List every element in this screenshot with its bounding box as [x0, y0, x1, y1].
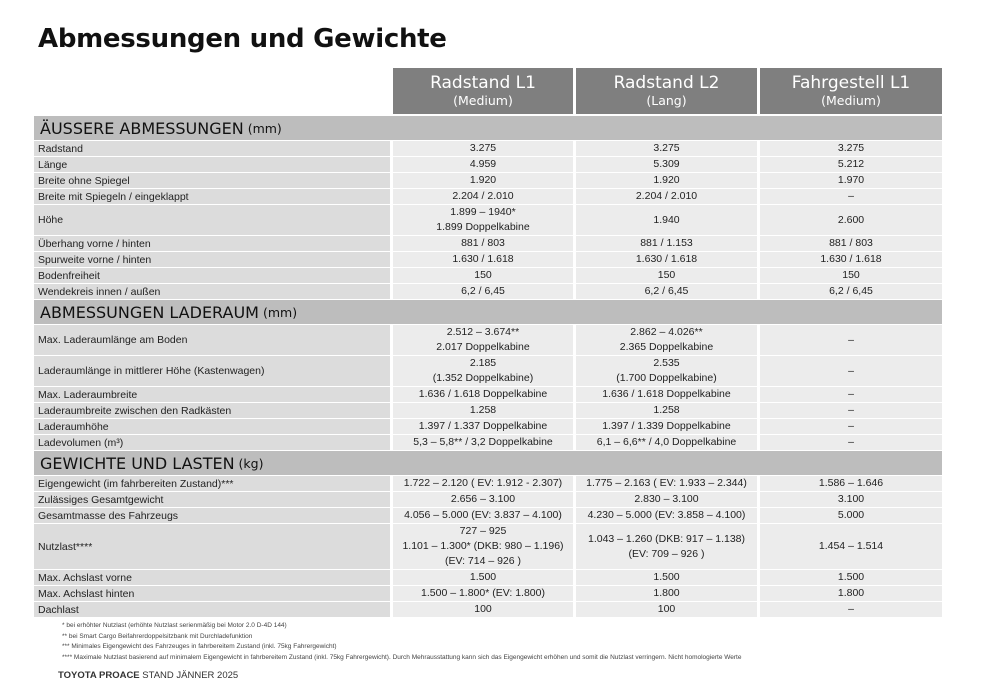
- value-cell: 5,3 – 5,8** / 3,2 Doppelkabine: [393, 435, 573, 450]
- value-cell: –: [760, 356, 942, 386]
- row-label: Breite ohne Spiegel: [34, 173, 390, 188]
- value-cell: –: [760, 602, 942, 617]
- value-cell: 1.636 / 1.618 Doppelkabine: [393, 387, 573, 402]
- value-cell: 1.970: [760, 173, 942, 188]
- value-cell: 881 / 1.153: [576, 236, 757, 251]
- value-line: 2.365 Doppelkabine: [619, 341, 714, 353]
- value-cell: 2.204 / 2.010: [576, 189, 757, 204]
- row-label: Laderaumlänge in mittlerer Höhe (Kastenwagen): [34, 356, 390, 386]
- value-cell: 1.500: [576, 570, 757, 585]
- section-title: ABMESSUNGEN LADERAUM: [40, 302, 259, 322]
- column-header-row: [34, 68, 942, 114]
- table-row: [34, 173, 942, 188]
- row-label: Höhe: [34, 205, 390, 235]
- row-label: Nutzlast****: [34, 524, 390, 569]
- value-cell: 2.204 / 2.010: [393, 189, 573, 204]
- value-cell: 150: [393, 268, 573, 283]
- table-row: [34, 492, 942, 507]
- value-cell: –: [760, 387, 942, 402]
- section-unit: (kg): [238, 455, 264, 471]
- value-cell: 1.258: [393, 403, 573, 418]
- value-cell: 2.656 – 3.100: [393, 492, 573, 507]
- value-cell: –: [760, 189, 942, 204]
- footnote: ** bei Smart Cargo Beifahrerdoppelsitzbank mit Durchladefunktion: [62, 632, 253, 640]
- footer-date: STAND JÄNNER 2025: [142, 670, 239, 681]
- footer: [58, 670, 238, 681]
- footer-brand: TOYOTA PROACE: [58, 670, 140, 681]
- footnote: *** Minimales Eigengewicht des Fahrzeuges in fahrbereitem Zustand (inkl. 75kg Fahrergewicht): [62, 643, 337, 650]
- section-header: [34, 116, 942, 140]
- row-label: Ladevolumen (m³): [34, 435, 390, 450]
- value-cell: 1.800: [576, 586, 757, 601]
- row-label: Spurweite vorne / hinten: [34, 252, 390, 267]
- value-cell: 1.775 – 2.163 ( EV: 1.933 – 2.344): [576, 476, 757, 491]
- row-label: Laderaumbreite zwischen den Radkästen: [34, 403, 390, 418]
- value-cell: 1.920: [393, 173, 573, 188]
- table-row: [34, 268, 942, 283]
- value-cell: 150: [760, 268, 942, 283]
- row-label: Bodenfreiheit: [34, 268, 390, 283]
- value-line: 2.535: [653, 357, 680, 369]
- row-label: Wendekreis innen / außen: [34, 284, 390, 299]
- row-label: Radstand: [34, 141, 390, 156]
- value-cell: 3.275: [576, 141, 757, 156]
- value-line: 2.512 – 3.674**: [446, 326, 520, 338]
- row-label: Überhang vorne / hinten: [34, 236, 390, 251]
- table-row: [34, 252, 942, 267]
- value-cell: [393, 524, 573, 569]
- value-cell: 1.630 / 1.618: [576, 252, 757, 267]
- value-cell: 4.959: [393, 157, 573, 172]
- value-line: (EV: 714 – 926 ): [444, 555, 522, 567]
- value-line: 1.899 Doppelkabine: [436, 221, 530, 233]
- value-cell: [576, 356, 757, 386]
- row-label: Max. Laderaumbreite: [34, 387, 390, 402]
- value-cell: 1.636 / 1.618 Doppelkabine: [576, 387, 757, 402]
- value-cell: 1.920: [576, 173, 757, 188]
- value-line: 2.185: [469, 357, 497, 369]
- value-cell: 1.500: [393, 570, 573, 585]
- value-cell: –: [760, 403, 942, 418]
- table-row: [34, 602, 942, 617]
- footnote: **** Maximale Nutzlast basierend auf minimalem Eigengewicht in fahrbereitem Zustand (inkl. 75kg Fahrergewicht). Durch Mehrausstattung kann sich das Eigengewicht erhöhen und somit die Nutzlast verringern. Nicht homologierte Werte: [62, 653, 742, 661]
- value-cell: 6,2 / 6,45: [393, 284, 573, 299]
- value-cell: 1.258: [576, 403, 757, 418]
- value-cell: [393, 205, 573, 235]
- table-row: [34, 205, 942, 235]
- value-cell: [393, 356, 573, 386]
- dimensions-table: [34, 68, 942, 617]
- value-cell: 100: [393, 602, 573, 617]
- value-cell: –: [760, 419, 942, 434]
- row-label: Zulässiges Gesamtgewicht: [34, 492, 390, 507]
- value-cell: 1.630 / 1.618: [760, 252, 942, 267]
- value-cell: 1.500 – 1.800* (EV: 1.800): [393, 586, 573, 601]
- column-header-radstand-l1: Radstand L1 (Medium): [393, 68, 573, 114]
- row-label: Max. Achslast hinten: [34, 586, 390, 601]
- value-cell: 1.454 – 1.514: [760, 524, 942, 569]
- value-cell: 4.230 – 5.000 (EV: 3.858 – 4.100): [576, 508, 757, 523]
- footnotes: [62, 621, 741, 663]
- table-row: [34, 387, 942, 402]
- table-row: [34, 403, 942, 418]
- value-cell: 100: [576, 602, 757, 617]
- row-label: Gesamtmasse des Fahrzeugs: [34, 508, 390, 523]
- value-cell: 1.397 / 1.339 Doppelkabine: [576, 419, 757, 434]
- table-row: [34, 524, 942, 569]
- value-cell: 2.830 – 3.100: [576, 492, 757, 507]
- value-line: (1.352 Doppelkabine): [432, 372, 534, 384]
- section-unit: (mm): [262, 304, 298, 320]
- value-cell: 1.586 – 1.646: [760, 476, 942, 491]
- value-cell: 6,2 / 6,45: [576, 284, 757, 299]
- value-cell: 1.630 / 1.618: [393, 252, 573, 267]
- value-line: 2.862 – 4.026**: [630, 326, 703, 338]
- value-cell: 3.275: [393, 141, 573, 156]
- table-row: [34, 236, 942, 251]
- footnote: * bei erhöhter Nutzlast (erhöhte Nutzlast serienmäßig bei Motor 2.0 D-4D 144): [62, 622, 287, 629]
- value-cell: 1.722 – 2.120 ( EV: 1.912 - 2.307): [393, 476, 573, 491]
- value-cell: 2.600: [760, 205, 942, 235]
- value-cell: [576, 325, 757, 355]
- value-cell: 150: [576, 268, 757, 283]
- value-cell: –: [760, 325, 942, 355]
- row-label: Laderaumhöhe: [34, 419, 390, 434]
- value-cell: [576, 524, 757, 569]
- value-cell: 1.800: [760, 586, 942, 601]
- row-label: Max. Achslast vorne: [34, 570, 390, 585]
- section-title: GEWICHTE UND LASTEN: [40, 453, 235, 473]
- section-header: [34, 300, 942, 324]
- table-row: [34, 189, 942, 204]
- value-cell: 6,2 / 6,45: [760, 284, 942, 299]
- value-cell: 1.940: [576, 205, 757, 235]
- value-line: 2.017 Doppelkabine: [436, 341, 530, 353]
- column-header-radstand-l2: Radstand L2 (Lang): [576, 68, 757, 114]
- row-label: Breite mit Spiegeln / eingeklappt: [34, 189, 390, 204]
- table-row: [34, 157, 942, 172]
- value-cell: 1.500: [760, 570, 942, 585]
- value-cell: 6,1 – 6,6** / 4,0 Doppelkabine: [576, 435, 757, 450]
- value-line: (EV: 709 – 926 ): [628, 547, 705, 560]
- value-line: 727 – 925: [459, 525, 507, 537]
- section-header: [34, 451, 942, 475]
- row-label: Max. Laderaumlänge am Boden: [34, 325, 390, 355]
- value-line: (1.700 Doppelkabine): [616, 372, 717, 384]
- value-cell: 3.275: [760, 141, 942, 156]
- value-cell: –: [760, 435, 942, 450]
- value-cell: 881 / 803: [760, 236, 942, 251]
- table-row: [34, 356, 942, 386]
- table-row: [34, 284, 942, 299]
- value-cell: 4.056 – 5.000 (EV: 3.837 – 4.100): [393, 508, 573, 523]
- value-line: 1.101 – 1.300* (DKB: 980 – 1.196): [402, 540, 564, 552]
- row-label: Dachlast: [34, 602, 390, 617]
- section-unit: (mm): [247, 120, 282, 136]
- table-row: [34, 476, 942, 491]
- table-row: [34, 141, 942, 156]
- row-label: Länge: [34, 157, 390, 172]
- table-row: [34, 419, 942, 434]
- value-cell: 5.212: [760, 157, 942, 172]
- table-row: [34, 586, 942, 601]
- row-label: Eigengewicht (im fahrbereiten Zustand)***: [34, 476, 390, 491]
- value-cell: 3.100: [760, 492, 942, 507]
- column-header-fahrgestell-l1: Fahrgestell L1 (Medium): [760, 68, 942, 114]
- value-cell: 5.309: [576, 157, 757, 172]
- value-cell: 5.000: [760, 508, 942, 523]
- table-row: [34, 570, 942, 585]
- section-title: ÄUSSERE ABMESSUNGEN: [40, 118, 244, 138]
- table-row: [34, 508, 942, 523]
- value-cell: [393, 325, 573, 355]
- value-cell: 881 / 803: [393, 236, 573, 251]
- table-row: [34, 325, 942, 355]
- page-title: Abmessungen und Gewichte: [38, 24, 447, 54]
- value-line: 1.043 – 1.260 (DKB: 917 – 1.138): [587, 532, 746, 545]
- table-row: [34, 435, 942, 450]
- value-line: 1.899 – 1940*: [450, 206, 516, 218]
- value-cell: 1.397 / 1.337 Doppelkabine: [393, 419, 573, 434]
